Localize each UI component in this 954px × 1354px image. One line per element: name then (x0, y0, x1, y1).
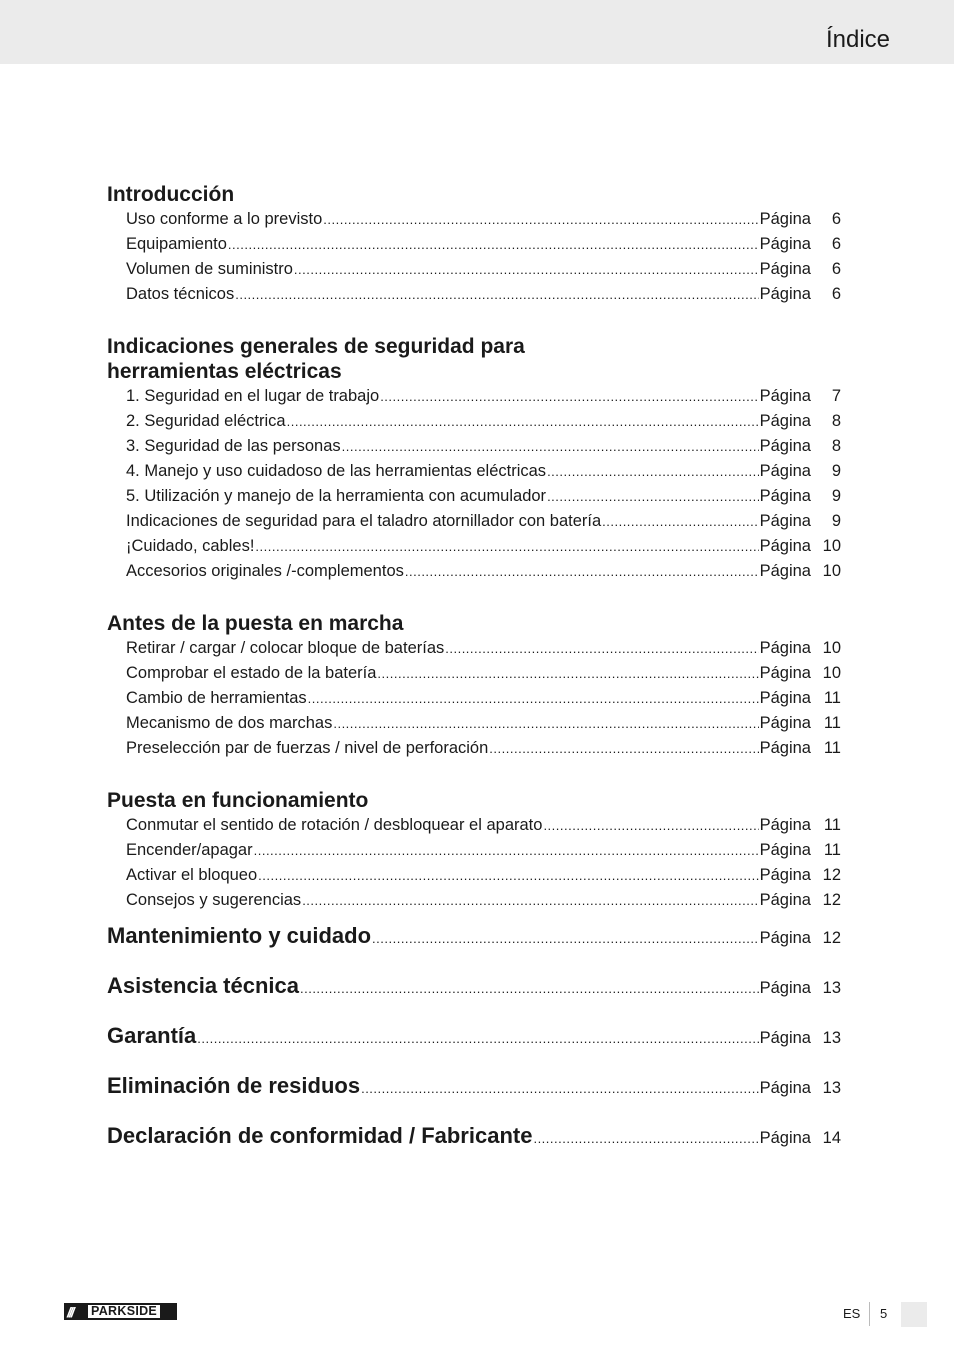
toc-major-entry[interactable] (107, 1023, 841, 1073)
toc-major-entry[interactable] (107, 1123, 841, 1173)
dot-leader (308, 686, 759, 711)
dot-leader (235, 282, 758, 307)
page-word: Página (759, 462, 811, 480)
dot-leader (405, 559, 759, 584)
page-word: Página (759, 210, 811, 228)
page-word: Página (759, 260, 811, 278)
toc-entry[interactable] (107, 534, 841, 559)
page-number: 9 (831, 462, 841, 480)
section-heading: Puesta en funcionamiento (107, 789, 369, 812)
page-number: 9 (831, 512, 841, 530)
page-number: 6 (831, 285, 841, 303)
toc-entry[interactable] (107, 384, 841, 409)
toc-entry[interactable] (107, 813, 841, 838)
page-number: 10 (822, 639, 841, 657)
footer-tab-marker (901, 1302, 927, 1327)
dot-leader (547, 459, 759, 484)
toc-entry[interactable] (107, 661, 841, 686)
entry-label: Conmutar el sentido de rotación / desbloquear el aparato (126, 816, 543, 834)
toc-entry[interactable] (107, 409, 841, 434)
entry-label: ¡Cuidado, cables! (126, 537, 255, 555)
toc-entry[interactable] (107, 282, 841, 307)
page-word: Página (759, 285, 811, 303)
dot-leader (445, 636, 758, 661)
toc-section-indicaciones (107, 334, 841, 584)
page-number: 13 (822, 1029, 841, 1047)
dot-leader (294, 257, 759, 282)
page-number: 9 (831, 487, 841, 505)
major-entry-title: Declaración de conformidad / Fabricante (107, 1123, 533, 1148)
toc-major-entry[interactable] (107, 1073, 841, 1123)
page-number: 14 (822, 1129, 841, 1147)
toc-entry[interactable] (107, 257, 841, 282)
page-number: 12 (822, 866, 841, 884)
toc-entry[interactable] (107, 636, 841, 661)
entry-label: 1. Seguridad en el lugar de trabajo (126, 387, 380, 405)
language-code: ES (843, 1306, 861, 1321)
entry-label: 3. Seguridad de las personas (126, 437, 341, 455)
entry-label: Uso conforme a lo previsto (126, 210, 323, 228)
toc-entry[interactable] (107, 459, 841, 484)
page-number: 8 (831, 412, 841, 430)
toc-section-puesta (107, 788, 841, 913)
page-number: 10 (822, 664, 841, 682)
header-band (0, 0, 954, 64)
toc-entry[interactable] (107, 863, 841, 888)
page-word: Página (759, 979, 811, 997)
dot-leader (543, 813, 758, 838)
page-number: 10 (822, 562, 841, 580)
dot-leader (255, 534, 758, 559)
entry-label: Volumen de suministro (126, 260, 293, 278)
page-number: 11 (823, 714, 841, 732)
page-word: Página (759, 412, 811, 430)
dot-leader (197, 1026, 758, 1051)
page-number-footer: 5 (880, 1306, 888, 1321)
dot-leader (258, 863, 758, 888)
page-number: 11 (823, 739, 841, 757)
toc-entry[interactable] (107, 888, 841, 913)
toc-major-entry[interactable] (107, 923, 841, 973)
dot-leader (302, 888, 758, 913)
toc-entry[interactable] (107, 838, 841, 863)
entry-label: Preselección par de fuerzas / nivel de perforación (126, 739, 489, 757)
page-word: Página (759, 929, 811, 947)
entry-label: Datos técnicos (126, 285, 235, 303)
dot-leader (372, 926, 759, 951)
page-word: Página (759, 1079, 811, 1097)
page-word: Página (759, 235, 811, 253)
dot-leader (333, 711, 758, 736)
page-word: Página (759, 562, 811, 580)
page-word: Página (759, 664, 811, 682)
page-word: Página (759, 816, 811, 834)
toc-section-introduccion (107, 182, 841, 307)
entry-label: Cambio de herramientas (126, 689, 307, 707)
entry-label: Encender/apagar (126, 841, 253, 859)
logo-slashes: /// (67, 1303, 73, 1320)
page-word: Página (759, 537, 811, 555)
page-number: 6 (831, 235, 841, 253)
entry-label: 2. Seguridad eléctrica (126, 412, 286, 430)
dot-leader (547, 484, 759, 509)
page-word: Página (759, 487, 811, 505)
entry-label: 5. Utilización y manejo de la herramienta con acumulador (126, 487, 547, 505)
dot-leader (489, 736, 758, 761)
page-number: 7 (831, 387, 841, 405)
entry-label: Activar el bloqueo (126, 866, 258, 884)
page-word: Página (759, 437, 811, 455)
page-word: Página (759, 387, 811, 405)
page-word: Página (759, 739, 811, 757)
toc-entry[interactable] (107, 509, 841, 534)
page-number: 11 (823, 689, 841, 707)
page-word: Página (759, 1129, 811, 1147)
page-word: Página (759, 714, 811, 732)
entry-label: Mecanismo de dos marchas (126, 714, 333, 732)
toc-section-antes (107, 611, 841, 761)
toc-entry[interactable] (107, 686, 841, 711)
major-entry-title: Garantía (107, 1023, 197, 1048)
page-number: 8 (831, 437, 841, 455)
dot-leader (602, 509, 758, 534)
page-word: Página (759, 639, 811, 657)
page-number: 11 (823, 841, 841, 859)
toc-entry[interactable] (107, 232, 841, 257)
entry-label: Equipamiento (126, 235, 227, 253)
page-number: 11 (823, 816, 841, 834)
section-heading: Antes de la puesta en marcha (107, 612, 404, 635)
dot-leader (228, 232, 759, 257)
entry-label: 4. Manejo y uso cuidadoso de las herramientas eléctricas (126, 462, 547, 480)
page-number: 12 (822, 929, 841, 947)
footer-divider (869, 1302, 870, 1326)
toc-entry[interactable] (107, 736, 841, 761)
toc-entry[interactable] (107, 559, 841, 584)
page-word: Página (759, 512, 811, 530)
page-word: Página (759, 866, 811, 884)
dot-leader (361, 1076, 759, 1101)
page-number: 6 (831, 260, 841, 278)
parkside-logo (64, 1303, 177, 1320)
entry-label: Comprobar el estado de la batería (126, 664, 377, 682)
dot-leader (300, 976, 759, 1001)
page-word: Página (759, 689, 811, 707)
dot-leader (380, 384, 758, 409)
major-entry-title: Asistencia técnica (107, 973, 299, 998)
entry-label: Retirar / cargar / colocar bloque de baterías (126, 639, 445, 657)
page-number: 12 (822, 891, 841, 909)
dot-leader (342, 434, 759, 459)
major-entry-title: Mantenimiento y cuidado (107, 923, 372, 948)
page-word: Página (759, 891, 811, 909)
section-heading: Indicaciones generales de seguridad para herramientas eléctricas (107, 335, 525, 383)
page-number: 13 (822, 1079, 841, 1097)
entry-label: Accesorios originales /-complementos (126, 562, 404, 580)
table-of-contents (107, 182, 841, 1173)
dot-leader (533, 1126, 758, 1151)
dot-leader (377, 661, 758, 686)
entry-label: Consejos y sugerencias (126, 891, 302, 909)
toc-entry[interactable] (107, 484, 841, 509)
page-word: Página (759, 1029, 811, 1047)
page-number: 13 (822, 979, 841, 997)
dot-leader (254, 838, 759, 863)
page-number: 6 (831, 210, 841, 228)
toc-entry[interactable] (107, 434, 841, 459)
toc-entry[interactable] (107, 711, 841, 736)
toc-entry[interactable] (107, 207, 841, 232)
entry-label: Indicaciones de seguridad para el taladro atornillador con batería (126, 512, 602, 530)
logo-text: PARKSIDE (88, 1305, 160, 1318)
page-word: Página (759, 841, 811, 859)
dot-leader (323, 207, 758, 232)
toc-major-entry[interactable] (107, 973, 841, 1023)
section-heading: Introducción (107, 183, 235, 206)
dot-leader (287, 409, 759, 434)
page-title: Índice (825, 26, 890, 53)
major-entry-title: Eliminación de residuos (107, 1073, 361, 1098)
page-number: 10 (822, 537, 841, 555)
